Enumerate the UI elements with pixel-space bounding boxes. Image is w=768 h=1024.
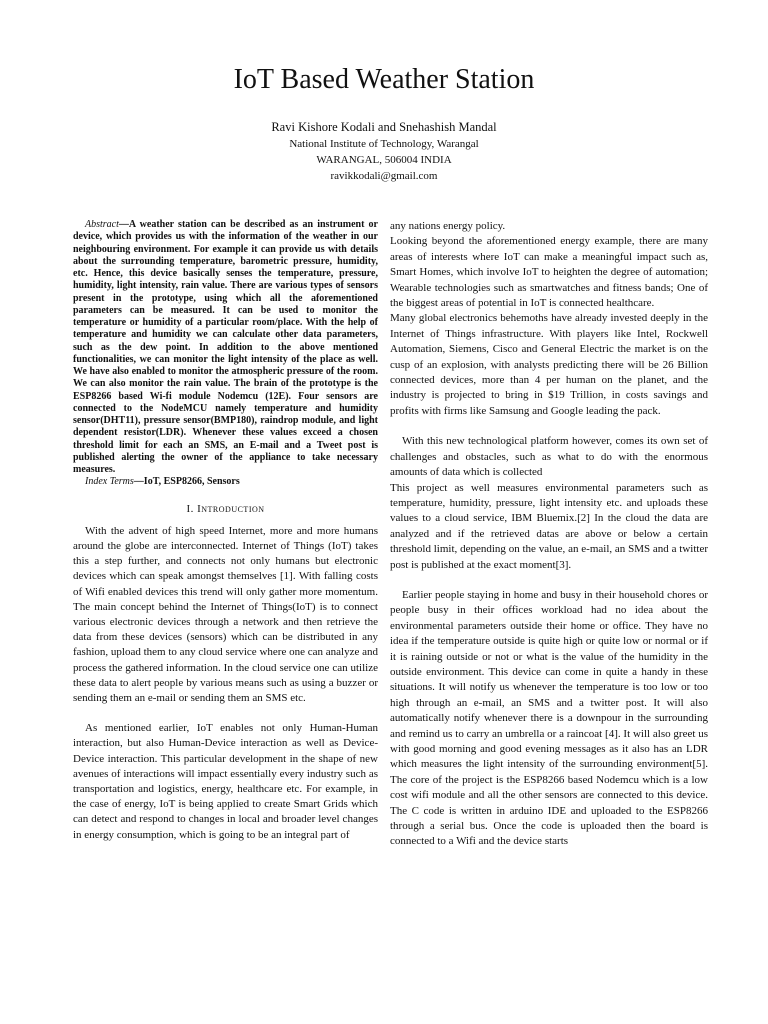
- index-terms: [73, 476, 378, 488]
- section-heading-introduction: I. Introduction: [186, 502, 265, 515]
- author-list: Ravi Kishore Kodali and Snehashish Mandal: [271, 120, 497, 134]
- left-column: [73, 219, 378, 843]
- abstract-label: Abstract: [85, 219, 119, 230]
- right-paragraph-5: This project as well measures environmental parameters such as temperature, humidity, pressure, light intensity etc. and uploads these values to a cloud service, IBM Bluemix.[2] In the cloud the data are analyzed and if the retrieved datas are above or below a certain threshold limit, depending on the value, an e-mail, an SMS and a twitter post is published at the exact moment[3].: [390, 481, 708, 571]
- author-email: ravikkodali@gmail.com: [330, 170, 438, 182]
- index-terms-text: —IoT, ESP8266, Sensors: [133, 476, 240, 488]
- right-paragraph-1: any nations energy policy.: [390, 220, 506, 232]
- intro-paragraph-2: As mentioned earlier, IoT enables not only Human-Human interaction, but also Human-Device interaction as well as Device-Device interaction. This particular development in the shape of new avenues of interactions will impact essentially every industry such as transportation and logistics, energy, healthcare etc. For example, in the case of energy, IoT is being applied to create Smart Grids which can detect and respond to changes in local and broader level changes in energy consumption, which is going to be an integral part of: [73, 722, 378, 841]
- paper-title: IoT Based Weather Station: [233, 64, 535, 95]
- right-paragraph-3: Many global electronics behemoths have already invested deeply in the Internet of Things infrastructure. With players like Intel, Rockwell Automation, Siemens, Cisco and General Electric the market is on the cusp of an explosion, with analysts predicting there will be 26 Billion connected devices, more than 4 per human on the planet, and the industry is projected to bring in $19 Trillion, in costs savings and profits with firms like Samsung and Google leading the pack.: [390, 312, 708, 417]
- right-paragraph-2: Looking beyond the aforementioned energy example, there are many areas of interests where IoT can make a meaningful impact such as, Smart Homes, which involve IoT to heighten the degree of automation; Wearable technologies such as smartwatches and fitness bands; One of the biggest areas of potential in IoT is connected healthcare.: [390, 235, 708, 310]
- affiliation-address: WARANGAL, 506004 INDIA: [316, 154, 452, 166]
- abstract-text: —A weather station can be described as an instrument or device, which provides us with the information of the weather in our neighbouring environment. For example it can provide us with details about the surrounding temperature, barometric pressure, humidity, etc. Hence, this device basically senses the temperature, pressure, humidity, light intensity, rain value. There are various types of sensors present in the prototype, using which all the aforementioned parameters can be measured. It can be used to monitor the temperature or humidity of a particular room/place. With the help of temperature and humidity we can calculate other data parameters, such as the dew point. In addition to the above mentioned functionalities, we can monitor the light intensity of the place as well. We have also enabled to monitor the atmospheric pressure of the room. We can also monitor the rain value. The brain of the prototype is the ESP8266 based Wi-fi module Nodemcu (12E). Four sensors are connected to the NodeMCU namely temperature and humidity sensor(DHT11), pressure sensor(BMP180), raindrop module, and light dependent resistor(LDR). Whenever these values exceed a chosen threshold limit for each an SMS, an E-mail and a Tweet post is published alerting the owner of the appliance to take necessary measures.: [73, 219, 378, 475]
- abstract: [73, 219, 378, 476]
- index-terms-label: Index Terms: [85, 476, 134, 488]
- paragraph-gap: [390, 573, 708, 588]
- paragraph-gap: [73, 706, 378, 721]
- affiliation-institute: National Institute of Technology, Warangal: [289, 138, 479, 150]
- right-paragraph-6: Earlier people staying in home and busy in their household chores or people busy in their offices workload had no idea about the environmental parameters outside their home or office. They have no idea if the temperature outside is quite high or quite low or normal or if it is raining outside or not or what is the value of the humidity in the outside environment. This device can come in quite a handy in these situations. It will notify us whenever the temperature is too low or too high through an e-mail, an SMS and a twitter post. It will also automatically notify whenever there is a downpour in the surrounding and remind us to carry an umbrella or a raincoat [4]. It will also greet us with good morning and good evening messages as it also has an LDR which measures the light intensity of the surrounding environment[5]. The core of the project is the ESP8266 based Nodemcu which is a low cost wifi module and all the other sensors are connected to this device. The C code is written in arduino IDE and uploaded to the ESP8266 through a serial bus. Once the code is uploaded then the board is connected to a Wifi and the device starts: [390, 588, 708, 848]
- right-paragraph-4: With this new technological platform however, comes its own set of challenges and obstacles, such as what to do with the enormous amounts of data which is collected: [390, 435, 708, 479]
- intro-paragraph-1: With the advent of high speed Internet, more and more humans around the globe are interconnected. Internet of Things (IoT) takes this a step further, and connects not only humans but electronic devices which can speak amongst themselves [1]. With falling costs of Wifi enabled devices this trend will only gather more momentum. The main concept behind the Internet of Things(IoT) is to connect various electronic devices through a network and then retrieve the data from these devices (sensors) which can be distributed in any fashion, upload them to any cloud service where one can analyze and process the gathered information. In the cloud service one can utilize these data to alert people by various means such as using a buzzer or sending them an e-mail or sending them an SMS etc.: [73, 524, 378, 704]
- right-column: [390, 219, 708, 850]
- paragraph-gap: [390, 419, 708, 434]
